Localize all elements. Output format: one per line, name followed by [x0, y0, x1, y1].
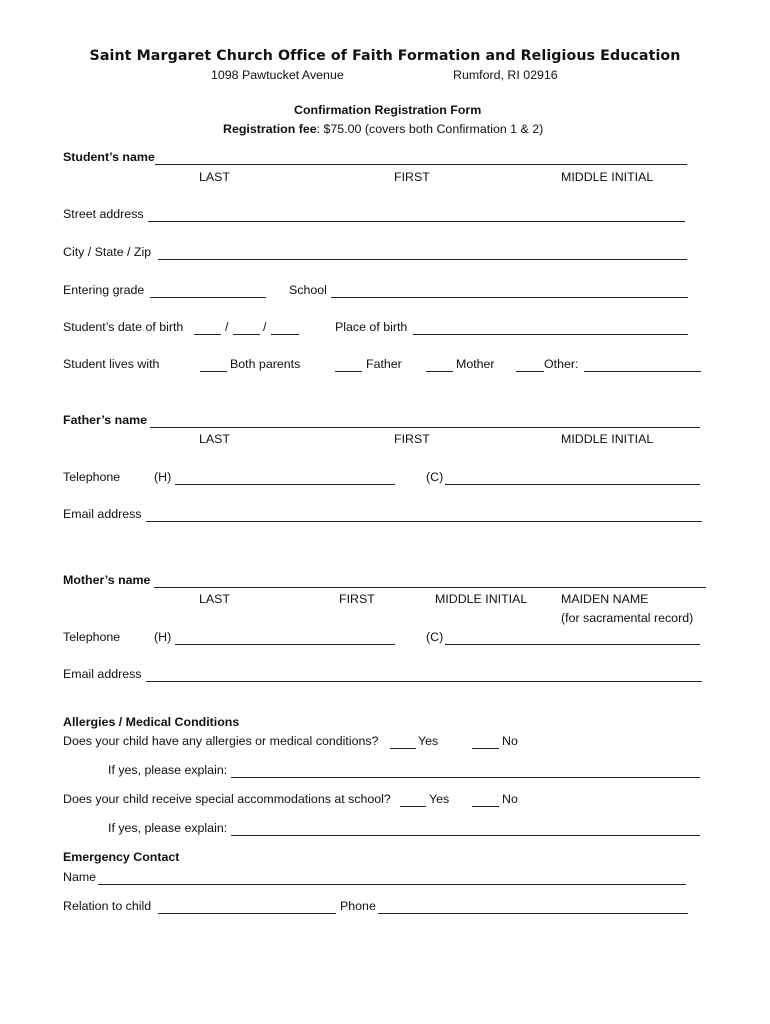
father-telephone-label: Telephone	[63, 470, 121, 484]
school-field[interactable]	[331, 297, 688, 298]
accommodations-no-blank[interactable]	[472, 806, 499, 807]
place-of-birth-label: Place of birth	[335, 320, 408, 334]
fee-text: : $75.00 (covers both Confirmation 1 & 2)	[316, 122, 544, 136]
mother-cell-label: (C)	[426, 630, 444, 644]
accommodations-explain-field[interactable]	[231, 835, 700, 836]
other-specify-field[interactable]	[584, 371, 701, 372]
mother-middle-caption: MIDDLE INITIAL	[435, 592, 528, 606]
mother-option: Mother	[456, 357, 495, 371]
emergency-phone-label: Phone	[340, 899, 376, 913]
father-cell-label: (C)	[426, 470, 444, 484]
dob-separator: /	[225, 320, 229, 334]
dob-separator: /	[263, 320, 267, 334]
entering-grade-field[interactable]	[150, 297, 266, 298]
mother-telephone-label: Telephone	[63, 630, 121, 644]
maiden-name-note: (for sacramental record)	[561, 611, 694, 625]
relation-field[interactable]	[158, 913, 336, 914]
father-last-caption: LAST	[199, 432, 230, 446]
form-header-title: Saint Margaret Church Office of Faith Formation and Religious Education	[89, 48, 681, 64]
allergies-explain-field[interactable]	[231, 777, 700, 778]
father-name-field[interactable]	[150, 427, 700, 428]
entering-grade-label: Entering grade	[63, 283, 145, 297]
emergency-name-field[interactable]	[98, 884, 686, 885]
other-blank[interactable]	[516, 371, 544, 372]
mother-name-label: Mother’s name	[63, 573, 151, 587]
dob-month-field[interactable]	[194, 334, 221, 335]
fee-label: Registration fee	[223, 122, 317, 136]
relation-label: Relation to child	[63, 899, 152, 913]
other-option: Other:	[544, 357, 579, 371]
allergies-no-label: No	[502, 734, 518, 748]
father-email-label: Email address	[63, 507, 142, 521]
mother-email-label: Email address	[63, 667, 142, 681]
mother-maiden-caption: MAIDEN NAME	[561, 592, 649, 606]
accommodations-explain-label: If yes, please explain:	[108, 821, 228, 835]
father-home-phone-field[interactable]	[175, 484, 395, 485]
student-last-caption: LAST	[199, 170, 230, 184]
lives-with-label: Student lives with	[63, 357, 160, 371]
allergies-no-blank[interactable]	[472, 748, 499, 749]
dob-day-field[interactable]	[233, 334, 260, 335]
emergency-heading: Emergency Contact	[63, 850, 180, 864]
street-address-field[interactable]	[148, 221, 685, 222]
father-home-label: (H)	[154, 470, 172, 484]
place-of-birth-field[interactable]	[413, 334, 688, 335]
school-label: School	[289, 283, 327, 297]
accommodations-yes-label: Yes	[429, 792, 450, 806]
mother-first-caption: FIRST	[339, 592, 375, 606]
registration-fee	[223, 122, 543, 137]
mother-last-caption: LAST	[199, 592, 230, 606]
accommodations-yes-blank[interactable]	[400, 806, 426, 807]
mother-cell-phone-field[interactable]	[445, 644, 700, 645]
mother-blank[interactable]	[426, 371, 453, 372]
mother-home-phone-field[interactable]	[175, 644, 395, 645]
allergies-yes-label: Yes	[418, 734, 439, 748]
street-address-label: Street address	[63, 207, 144, 221]
medical-heading: Allergies / Medical Conditions	[63, 715, 240, 729]
form-title: Confirmation Registration Form	[294, 103, 482, 117]
both-parents-blank[interactable]	[200, 371, 227, 372]
student-name-label: Student’s name	[63, 150, 155, 164]
allergies-explain-label: If yes, please explain:	[108, 763, 228, 777]
both-parents-option: Both parents	[230, 357, 301, 371]
date-of-birth-label: Student’s date of birth	[63, 320, 184, 334]
allergies-question: Does your child have any allergies or medical conditions?	[63, 734, 379, 748]
emergency-name-label: Name	[63, 870, 97, 884]
student-middle-caption: MIDDLE INITIAL	[561, 170, 654, 184]
father-blank[interactable]	[335, 371, 362, 372]
father-name-label: Father’s name	[63, 413, 148, 427]
church-street-address: 1098 Pawtucket Avenue	[211, 68, 344, 82]
city-state-zip-field[interactable]	[158, 259, 687, 260]
mother-home-label: (H)	[154, 630, 172, 644]
mother-name-field[interactable]	[154, 587, 706, 588]
father-middle-caption: MIDDLE INITIAL	[561, 432, 654, 446]
student-name-field[interactable]	[155, 164, 687, 165]
mother-email-field[interactable]	[146, 681, 702, 682]
father-email-field[interactable]	[146, 521, 702, 522]
church-city-address: Rumford, RI 02916	[453, 68, 558, 82]
dob-year-field[interactable]	[271, 334, 299, 335]
city-state-zip-label: City / State / Zip	[63, 245, 152, 259]
emergency-phone-field[interactable]	[378, 913, 688, 914]
father-first-caption: FIRST	[394, 432, 430, 446]
father-cell-phone-field[interactable]	[445, 484, 700, 485]
allergies-yes-blank[interactable]	[390, 748, 416, 749]
accommodations-no-label: No	[502, 792, 518, 806]
student-first-caption: FIRST	[394, 170, 430, 184]
father-option: Father	[366, 357, 402, 371]
accommodations-question: Does your child receive special accommodations at school?	[63, 792, 391, 806]
